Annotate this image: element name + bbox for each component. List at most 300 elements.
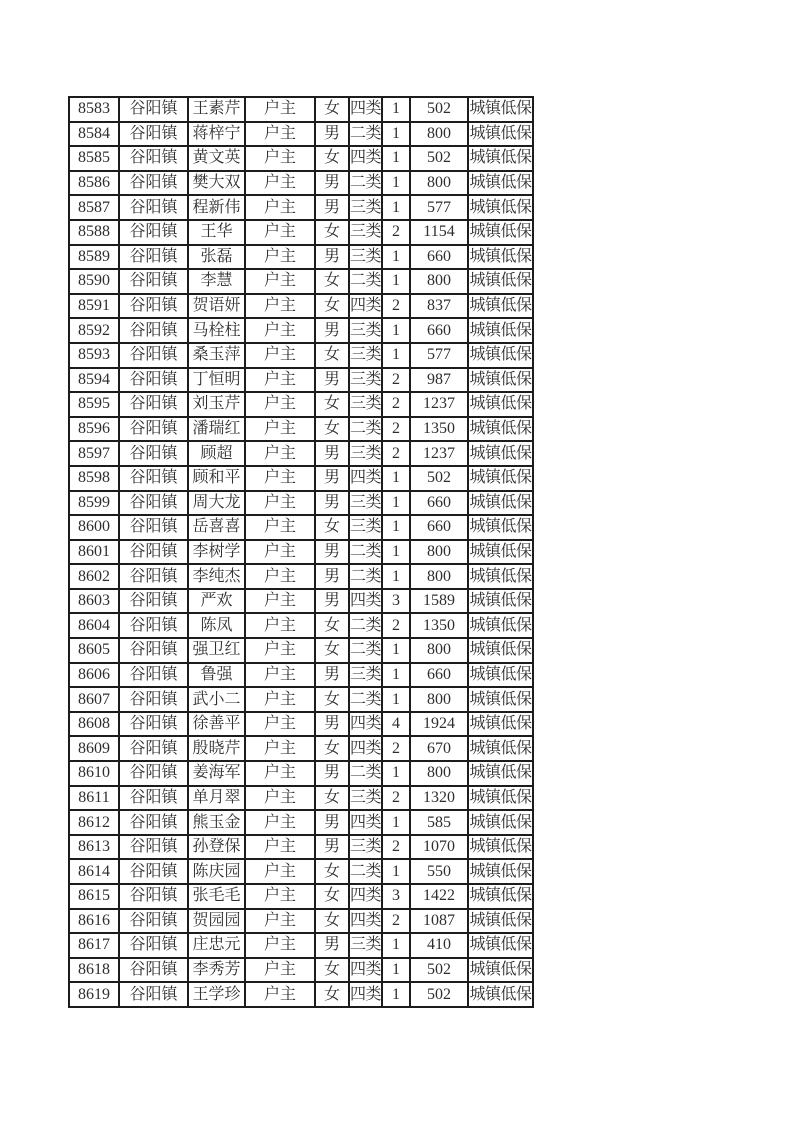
cell-name: 丁恒明 [188, 368, 245, 393]
cell-benefit: 城镇低保 [468, 909, 533, 934]
cell-town: 谷阳镇 [119, 613, 188, 638]
cell-gender: 女 [315, 515, 349, 540]
cell-amount: 550 [410, 859, 468, 884]
table-row [69, 712, 533, 737]
cell-benefit: 城镇低保 [468, 761, 533, 786]
benefits-table [68, 96, 534, 1008]
cell-town: 谷阳镇 [119, 146, 188, 171]
cell-town: 谷阳镇 [119, 687, 188, 712]
cell-category: 三类 [349, 515, 382, 540]
cell-relation: 户主 [245, 859, 315, 884]
cell-amount: 660 [410, 663, 468, 688]
table-row [69, 122, 533, 147]
cell-amount: 1589 [410, 589, 468, 614]
cell-town: 谷阳镇 [119, 589, 188, 614]
cell-relation: 户主 [245, 638, 315, 663]
cell-name: 贺语妍 [188, 294, 245, 319]
cell-gender: 女 [315, 884, 349, 909]
cell-relation: 户主 [245, 786, 315, 811]
cell-benefit: 城镇低保 [468, 564, 533, 589]
cell-town: 谷阳镇 [119, 982, 188, 1007]
cell-amount: 502 [410, 97, 468, 122]
cell-id: 8583 [69, 97, 119, 122]
cell-id: 8613 [69, 835, 119, 860]
table-row [69, 564, 533, 589]
cell-name: 张毛毛 [188, 884, 245, 909]
cell-name: 李慧 [188, 269, 245, 294]
table-row [69, 392, 533, 417]
cell-amount: 1237 [410, 441, 468, 466]
cell-amount: 1154 [410, 220, 468, 245]
cell-name: 陈庆园 [188, 859, 245, 884]
cell-count: 4 [382, 712, 410, 737]
cell-category: 三类 [349, 786, 382, 811]
cell-town: 谷阳镇 [119, 122, 188, 147]
cell-amount: 1422 [410, 884, 468, 909]
table-row [69, 687, 533, 712]
cell-relation: 户主 [245, 269, 315, 294]
cell-category: 四类 [349, 909, 382, 934]
cell-name: 李秀芳 [188, 958, 245, 983]
cell-name: 顾和平 [188, 466, 245, 491]
cell-town: 谷阳镇 [119, 909, 188, 934]
cell-benefit: 城镇低保 [468, 97, 533, 122]
cell-count: 1 [382, 343, 410, 368]
cell-town: 谷阳镇 [119, 859, 188, 884]
cell-count: 2 [382, 786, 410, 811]
cell-relation: 户主 [245, 589, 315, 614]
cell-gender: 男 [315, 122, 349, 147]
cell-benefit: 城镇低保 [468, 171, 533, 196]
cell-relation: 户主 [245, 392, 315, 417]
cell-gender: 男 [315, 318, 349, 343]
cell-amount: 800 [410, 638, 468, 663]
table-row [69, 146, 533, 171]
cell-relation: 户主 [245, 368, 315, 393]
cell-gender: 女 [315, 343, 349, 368]
cell-amount: 660 [410, 245, 468, 270]
cell-relation: 户主 [245, 122, 315, 147]
cell-benefit: 城镇低保 [468, 122, 533, 147]
cell-count: 1 [382, 97, 410, 122]
cell-id: 8618 [69, 958, 119, 983]
cell-benefit: 城镇低保 [468, 933, 533, 958]
cell-town: 谷阳镇 [119, 441, 188, 466]
cell-amount: 660 [410, 318, 468, 343]
cell-gender: 女 [315, 958, 349, 983]
cell-gender: 女 [315, 269, 349, 294]
cell-category: 四类 [349, 958, 382, 983]
cell-count: 2 [382, 368, 410, 393]
cell-category: 二类 [349, 171, 382, 196]
cell-amount: 800 [410, 761, 468, 786]
cell-gender: 男 [315, 933, 349, 958]
cell-count: 1 [382, 466, 410, 491]
table-row [69, 613, 533, 638]
cell-count: 1 [382, 933, 410, 958]
cell-id: 8607 [69, 687, 119, 712]
cell-name: 庄忠元 [188, 933, 245, 958]
cell-count: 2 [382, 736, 410, 761]
cell-benefit: 城镇低保 [468, 220, 533, 245]
cell-amount: 660 [410, 515, 468, 540]
table-row [69, 859, 533, 884]
cell-amount: 1237 [410, 392, 468, 417]
cell-gender: 男 [315, 564, 349, 589]
cell-category: 四类 [349, 294, 382, 319]
cell-amount: 800 [410, 564, 468, 589]
cell-relation: 户主 [245, 343, 315, 368]
cell-amount: 502 [410, 958, 468, 983]
cell-count: 2 [382, 417, 410, 442]
cell-category: 四类 [349, 712, 382, 737]
cell-count: 1 [382, 245, 410, 270]
cell-category: 四类 [349, 736, 382, 761]
cell-category: 四类 [349, 589, 382, 614]
cell-name: 顾超 [188, 441, 245, 466]
cell-category: 三类 [349, 245, 382, 270]
cell-count: 1 [382, 171, 410, 196]
cell-id: 8598 [69, 466, 119, 491]
cell-benefit: 城镇低保 [468, 466, 533, 491]
cell-town: 谷阳镇 [119, 638, 188, 663]
cell-id: 8591 [69, 294, 119, 319]
cell-name: 姜海军 [188, 761, 245, 786]
cell-town: 谷阳镇 [119, 417, 188, 442]
cell-benefit: 城镇低保 [468, 294, 533, 319]
cell-relation: 户主 [245, 909, 315, 934]
cell-name: 李纯杰 [188, 564, 245, 589]
cell-name: 岳喜喜 [188, 515, 245, 540]
cell-benefit: 城镇低保 [468, 269, 533, 294]
cell-relation: 户主 [245, 97, 315, 122]
cell-gender: 男 [315, 712, 349, 737]
cell-id: 8619 [69, 982, 119, 1007]
cell-name: 周大龙 [188, 491, 245, 516]
cell-town: 谷阳镇 [119, 491, 188, 516]
cell-town: 谷阳镇 [119, 564, 188, 589]
cell-relation: 户主 [245, 761, 315, 786]
cell-category: 二类 [349, 761, 382, 786]
cell-count: 1 [382, 269, 410, 294]
cell-category: 三类 [349, 318, 382, 343]
cell-name: 王学珍 [188, 982, 245, 1007]
cell-count: 1 [382, 982, 410, 1007]
cell-category: 三类 [349, 368, 382, 393]
table-row [69, 810, 533, 835]
cell-id: 8592 [69, 318, 119, 343]
cell-benefit: 城镇低保 [468, 515, 533, 540]
cell-amount: 800 [410, 540, 468, 565]
cell-count: 2 [382, 220, 410, 245]
cell-amount: 577 [410, 343, 468, 368]
cell-benefit: 城镇低保 [468, 859, 533, 884]
cell-relation: 户主 [245, 687, 315, 712]
cell-id: 8584 [69, 122, 119, 147]
cell-category: 三类 [349, 392, 382, 417]
cell-category: 三类 [349, 663, 382, 688]
cell-name: 桑玉萍 [188, 343, 245, 368]
cell-category: 三类 [349, 195, 382, 220]
cell-count: 1 [382, 958, 410, 983]
cell-count: 1 [382, 122, 410, 147]
cell-benefit: 城镇低保 [468, 613, 533, 638]
cell-benefit: 城镇低保 [468, 638, 533, 663]
cell-id: 8596 [69, 417, 119, 442]
cell-relation: 户主 [245, 417, 315, 442]
cell-benefit: 城镇低保 [468, 441, 533, 466]
cell-amount: 502 [410, 466, 468, 491]
cell-benefit: 城镇低保 [468, 540, 533, 565]
cell-name: 鲁强 [188, 663, 245, 688]
cell-name: 樊大双 [188, 171, 245, 196]
cell-relation: 户主 [245, 245, 315, 270]
cell-name: 严欢 [188, 589, 245, 614]
cell-name: 徐善平 [188, 712, 245, 737]
cell-relation: 户主 [245, 515, 315, 540]
cell-count: 2 [382, 392, 410, 417]
table-row [69, 884, 533, 909]
cell-category: 二类 [349, 638, 382, 663]
cell-count: 1 [382, 318, 410, 343]
cell-gender: 男 [315, 589, 349, 614]
cell-id: 8612 [69, 810, 119, 835]
cell-gender: 女 [315, 220, 349, 245]
cell-gender: 女 [315, 786, 349, 811]
cell-benefit: 城镇低保 [468, 884, 533, 909]
cell-amount: 800 [410, 171, 468, 196]
cell-count: 2 [382, 441, 410, 466]
cell-category: 二类 [349, 564, 382, 589]
table-row [69, 368, 533, 393]
table-row [69, 466, 533, 491]
table-row [69, 638, 533, 663]
cell-benefit: 城镇低保 [468, 687, 533, 712]
table-row [69, 343, 533, 368]
cell-relation: 户主 [245, 884, 315, 909]
cell-id: 8604 [69, 613, 119, 638]
cell-id: 8585 [69, 146, 119, 171]
cell-name: 蒋梓宁 [188, 122, 245, 147]
cell-town: 谷阳镇 [119, 884, 188, 909]
table-row [69, 220, 533, 245]
cell-town: 谷阳镇 [119, 318, 188, 343]
cell-category: 二类 [349, 687, 382, 712]
cell-amount: 670 [410, 736, 468, 761]
cell-name: 马栓柱 [188, 318, 245, 343]
cell-count: 1 [382, 146, 410, 171]
cell-town: 谷阳镇 [119, 958, 188, 983]
cell-id: 8617 [69, 933, 119, 958]
table-body [69, 97, 533, 1007]
cell-name: 潘瑞红 [188, 417, 245, 442]
table-row [69, 663, 533, 688]
cell-gender: 男 [315, 835, 349, 860]
cell-category: 三类 [349, 441, 382, 466]
cell-relation: 户主 [245, 220, 315, 245]
cell-relation: 户主 [245, 491, 315, 516]
cell-gender: 女 [315, 982, 349, 1007]
cell-gender: 女 [315, 146, 349, 171]
table-row [69, 909, 533, 934]
cell-amount: 1350 [410, 613, 468, 638]
table-row [69, 736, 533, 761]
cell-count: 1 [382, 195, 410, 220]
cell-gender: 女 [315, 736, 349, 761]
cell-town: 谷阳镇 [119, 933, 188, 958]
cell-amount: 800 [410, 269, 468, 294]
cell-category: 二类 [349, 859, 382, 884]
cell-count: 1 [382, 638, 410, 663]
cell-relation: 户主 [245, 294, 315, 319]
table-row [69, 515, 533, 540]
cell-category: 三类 [349, 343, 382, 368]
cell-benefit: 城镇低保 [468, 835, 533, 860]
cell-category: 四类 [349, 982, 382, 1007]
cell-id: 8588 [69, 220, 119, 245]
cell-category: 三类 [349, 491, 382, 516]
cell-id: 8608 [69, 712, 119, 737]
cell-id: 8593 [69, 343, 119, 368]
cell-count: 1 [382, 687, 410, 712]
cell-town: 谷阳镇 [119, 171, 188, 196]
cell-amount: 660 [410, 491, 468, 516]
cell-relation: 户主 [245, 835, 315, 860]
cell-benefit: 城镇低保 [468, 392, 533, 417]
cell-category: 二类 [349, 540, 382, 565]
cell-benefit: 城镇低保 [468, 368, 533, 393]
cell-name: 张磊 [188, 245, 245, 270]
cell-town: 谷阳镇 [119, 736, 188, 761]
cell-count: 3 [382, 884, 410, 909]
cell-id: 8609 [69, 736, 119, 761]
cell-benefit: 城镇低保 [468, 663, 533, 688]
cell-id: 8586 [69, 171, 119, 196]
cell-id: 8597 [69, 441, 119, 466]
table-row [69, 761, 533, 786]
cell-benefit: 城镇低保 [468, 491, 533, 516]
cell-amount: 800 [410, 122, 468, 147]
cell-category: 四类 [349, 884, 382, 909]
cell-benefit: 城镇低保 [468, 417, 533, 442]
table-row [69, 835, 533, 860]
table-row [69, 195, 533, 220]
cell-id: 8610 [69, 761, 119, 786]
cell-gender: 女 [315, 97, 349, 122]
cell-id: 8589 [69, 245, 119, 270]
cell-relation: 户主 [245, 712, 315, 737]
cell-relation: 户主 [245, 466, 315, 491]
cell-benefit: 城镇低保 [468, 318, 533, 343]
cell-town: 谷阳镇 [119, 368, 188, 393]
cell-id: 8616 [69, 909, 119, 934]
cell-town: 谷阳镇 [119, 835, 188, 860]
cell-id: 8600 [69, 515, 119, 540]
cell-town: 谷阳镇 [119, 294, 188, 319]
cell-benefit: 城镇低保 [468, 810, 533, 835]
table-row [69, 491, 533, 516]
cell-amount: 1320 [410, 786, 468, 811]
cell-category: 二类 [349, 613, 382, 638]
cell-relation: 户主 [245, 663, 315, 688]
cell-amount: 800 [410, 687, 468, 712]
cell-count: 1 [382, 564, 410, 589]
cell-relation: 户主 [245, 540, 315, 565]
cell-category: 三类 [349, 933, 382, 958]
cell-name: 强卫红 [188, 638, 245, 663]
cell-category: 二类 [349, 269, 382, 294]
cell-id: 8603 [69, 589, 119, 614]
cell-name: 武小二 [188, 687, 245, 712]
cell-count: 1 [382, 761, 410, 786]
cell-id: 8590 [69, 269, 119, 294]
cell-relation: 户主 [245, 195, 315, 220]
cell-town: 谷阳镇 [119, 712, 188, 737]
cell-gender: 女 [315, 687, 349, 712]
cell-count: 2 [382, 294, 410, 319]
cell-id: 8606 [69, 663, 119, 688]
table-row [69, 318, 533, 343]
cell-benefit: 城镇低保 [468, 958, 533, 983]
cell-name: 单月翠 [188, 786, 245, 811]
cell-gender: 女 [315, 417, 349, 442]
cell-id: 8587 [69, 195, 119, 220]
cell-gender: 男 [315, 491, 349, 516]
cell-town: 谷阳镇 [119, 343, 188, 368]
cell-category: 二类 [349, 417, 382, 442]
cell-id: 8595 [69, 392, 119, 417]
cell-amount: 577 [410, 195, 468, 220]
cell-relation: 户主 [245, 441, 315, 466]
cell-town: 谷阳镇 [119, 540, 188, 565]
cell-amount: 1350 [410, 417, 468, 442]
cell-category: 四类 [349, 810, 382, 835]
cell-amount: 502 [410, 982, 468, 1007]
cell-name: 孙登保 [188, 835, 245, 860]
cell-gender: 女 [315, 638, 349, 663]
cell-town: 谷阳镇 [119, 220, 188, 245]
cell-relation: 户主 [245, 933, 315, 958]
cell-amount: 987 [410, 368, 468, 393]
cell-category: 三类 [349, 835, 382, 860]
cell-name: 程新伟 [188, 195, 245, 220]
cell-gender: 男 [315, 368, 349, 393]
cell-name: 陈凤 [188, 613, 245, 638]
cell-gender: 女 [315, 909, 349, 934]
cell-name: 熊玉金 [188, 810, 245, 835]
cell-relation: 户主 [245, 958, 315, 983]
cell-town: 谷阳镇 [119, 466, 188, 491]
cell-amount: 585 [410, 810, 468, 835]
cell-id: 8601 [69, 540, 119, 565]
cell-id: 8602 [69, 564, 119, 589]
cell-category: 二类 [349, 122, 382, 147]
cell-gender: 女 [315, 859, 349, 884]
cell-relation: 户主 [245, 810, 315, 835]
cell-id: 8594 [69, 368, 119, 393]
cell-id: 8614 [69, 859, 119, 884]
cell-benefit: 城镇低保 [468, 146, 533, 171]
cell-relation: 户主 [245, 982, 315, 1007]
table-row [69, 933, 533, 958]
table-row [69, 97, 533, 122]
cell-gender: 男 [315, 245, 349, 270]
cell-name: 李树学 [188, 540, 245, 565]
cell-count: 1 [382, 515, 410, 540]
cell-category: 四类 [349, 146, 382, 171]
cell-category: 三类 [349, 220, 382, 245]
cell-town: 谷阳镇 [119, 515, 188, 540]
